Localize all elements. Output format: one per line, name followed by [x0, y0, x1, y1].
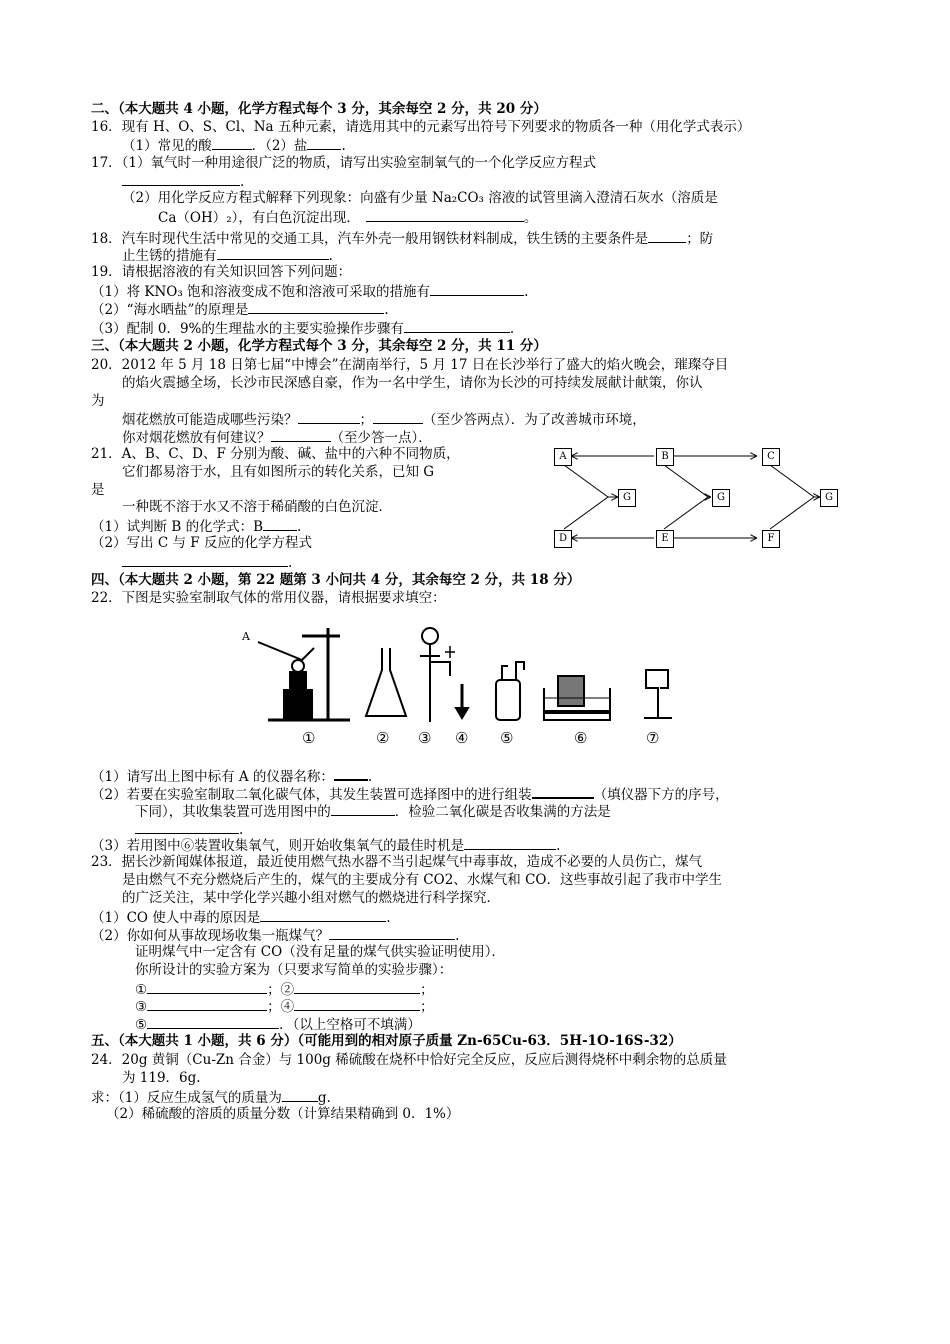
q18-cont: 止生锈的措施有 .: [122, 248, 333, 264]
q19-part3-blank[interactable]: [404, 319, 510, 333]
q21-b-blank[interactable]: [263, 517, 297, 531]
section4-heading: 四、（本大题共 2 小题，第 22 题第 3 小问共 4 分，其余每空 2 分，共 18 分）: [91, 572, 581, 588]
q19-part2: （2）“海水晒盐”的原理是 .: [91, 302, 389, 318]
apparatus-label-5: ⑤: [500, 729, 514, 747]
q20-line5: 你对烟花燃放有何建议？ （至少答一点）．: [122, 430, 432, 446]
q20-line2: 的焰火震撼全场，长沙市民深感自豪，作为一名中学生，请你为长沙的可持续发展献计献策，你认: [122, 375, 703, 391]
q19-stem: 19．请根据溶液的有关知识回答下列问题：: [91, 264, 352, 280]
apparatus-label-3: ③: [418, 729, 432, 747]
q22-co2-apparatus-blank[interactable]: [532, 784, 594, 799]
q19-part2-blank[interactable]: [248, 300, 384, 314]
q23-line2: 是由燃气不充分燃烧后产生的，煤气的主要成分有 CO2、水煤气和 CO．这些事故引起了我市中学生: [122, 872, 722, 888]
node-g-3: G: [820, 489, 838, 507]
q17-part2-cont: Ca（OH）₂），有白色沉淀出现． 。: [158, 210, 538, 226]
q20-line3: 为: [91, 393, 105, 409]
q20-pollution-blank-2[interactable]: [373, 410, 423, 424]
conversion-diagram: [550, 444, 850, 550]
q23-part2: （2）你如何从事故现场收集一瓶煤气？ .: [91, 928, 460, 944]
q17-part2-blank[interactable]: [366, 208, 524, 222]
q20-line4: 烟花燃放可能造成哪些污染？ ； （至少答两点）．为了改善城市环境，: [122, 412, 646, 428]
q21-line2: 它们都易溶于水，且有如图所示的转化关系，已知 G: [122, 464, 435, 480]
node-f: F: [762, 530, 780, 548]
q23-collect-blank[interactable]: [329, 926, 455, 940]
q23-line1: 23．据长沙新闻媒体报道，最近使用燃气热水器不当引起煤气中毒事故，造成不必要的人员伤亡，煤气: [91, 854, 703, 870]
q21-part2-line: .: [122, 553, 292, 572]
q16-acid-label: （1）常见的酸: [122, 138, 212, 154]
q24-line1: 24．20g 黄铜（Cu-Zn 合金）与 100g 稀硫酸在烧杯中恰好完全反应，反应后测得烧杯中剩余物的总质量: [91, 1052, 727, 1068]
q23-prove: 证明煤气中一定含有 CO（没有足量的煤气供实验证明使用）．: [135, 944, 505, 960]
q20-pollution-blank-1[interactable]: [298, 410, 360, 424]
q16-answers: （1）常见的酸 ．（2）盐 .: [122, 138, 346, 154]
q19-part1-blank[interactable]: [430, 282, 524, 296]
q23-step2-blank[interactable]: [294, 980, 420, 994]
q23-steps-3-4: ③ ；④ ；: [135, 999, 434, 1015]
q23-design: 你所设计的实验方案为（只要求写简单的实验步骤）：: [135, 962, 453, 978]
q18-stem: 18．汽车时现代生活中常见的交通工具，汽车外壳一般用钢铁材料制成，铁生锈的主要条件是 ；防: [91, 231, 714, 247]
node-e: E: [656, 530, 674, 548]
node-g-2: G: [712, 489, 730, 507]
q18-prevent-blank[interactable]: [217, 246, 329, 260]
apparatus-figure: [240, 622, 690, 752]
q23-step4-blank[interactable]: [294, 997, 420, 1011]
q23-step3-blank[interactable]: [147, 997, 267, 1011]
q23-step-5: ⑤ ．（以上空格可不填满）: [135, 1017, 421, 1033]
q20-line1: 20．2012 年 5 月 18 日第七届“中博会”在湖南举行，5 月 17 日在长沙举行了盛大的焰火晚会，璀璨夺目: [91, 357, 729, 373]
q21-line1: 21．A、B、C、D、F 分别为酸、碱、盐中的六种不同物质，: [91, 446, 460, 462]
q17-part2: （2）用化学反应方程式解释下列现象：向盛有少量 Na₂CO₃ 溶液的试管里滴入澄清石灰水（溶质是: [122, 190, 718, 206]
q17-stem: 17．（1）氧气时一种用途很广泛的物质，请写出实验室制氧气的一个化学反应方程式: [91, 155, 597, 171]
q24-hydrogen-blank[interactable]: [282, 1088, 318, 1102]
node-g-1: G: [618, 489, 636, 507]
q21-part2: （2）写出 C 与 F 反应的化学方程式: [91, 535, 312, 551]
q23-part1: （1）CO 使人中毒的原因是 .: [91, 910, 391, 926]
q21-part1: （1）试判断 B 的化学式：B .: [91, 519, 302, 535]
q22-part2: （2）若要在实验室制取二氧化碳气体，其发生装置可选择图中的进行组装 （填仪器下方的序号，: [91, 784, 729, 804]
q24-line2: 为 119．6g.: [122, 1070, 201, 1086]
q16-salt-blank[interactable]: [307, 136, 341, 150]
q17-equation-blank[interactable]: [122, 172, 240, 186]
node-b: B: [656, 448, 674, 466]
q23-line3: 的广泛关注，某中学化学兴趣小组对燃气的燃烧进行科学探究．: [122, 890, 500, 906]
q23-co-blank[interactable]: [260, 908, 386, 922]
apparatus-label-4: ④: [455, 729, 469, 747]
q24-part2: （2）稀硫酸的溶质的质量分数（计算结果精确到 0．1%）: [106, 1106, 460, 1122]
apparatus-a-label: A: [242, 630, 250, 643]
q16-stem: 16．现有 H、O、S、Cl、Na 五种元素，请选用其中的元素写出符号下列要求的物质各一种（用化学式表示）: [91, 119, 751, 135]
apparatus-label-7: ⑦: [646, 729, 660, 747]
q22-oxygen-blank[interactable]: [464, 836, 556, 850]
apparatus-label-6: ⑥: [574, 729, 588, 747]
q22-part3: （3）若用图中⑥装置收集氧气，则开始收集氧气的最佳时机是 .: [91, 838, 561, 854]
node-d: D: [554, 530, 572, 548]
q22-stem: 22．下图是实验室制取气体的常用仪器，请根据要求填空：: [91, 590, 446, 606]
node-a: A: [554, 448, 572, 466]
q18-rust-blank[interactable]: [648, 229, 686, 243]
diagram-lines: [550, 444, 850, 550]
q23-step1-blank[interactable]: [147, 980, 267, 994]
q23-steps-1-2: ① ；② ；: [135, 982, 434, 998]
apparatus-label-2: ②: [376, 729, 390, 747]
q22-part2-line: .: [135, 820, 243, 839]
q19-part1: （1）将 KNO₃ 饱和溶液变成不饱和溶液可采取的措施有 .: [91, 284, 529, 300]
q22-a-blank[interactable]: [334, 766, 368, 781]
q16-salt-label: ．（2）盐: [251, 138, 308, 154]
q19-part3: （3）配制 0．9%的生理盐水的主要实验操作步骤有 .: [91, 321, 515, 337]
q21-equation-blank[interactable]: [122, 553, 288, 567]
q20-advice-blank[interactable]: [271, 428, 331, 442]
section3-heading: 三、（本大题共 2 小题，化学方程式每个 3 分，其余每空 2 分，共 11 分）: [91, 338, 547, 354]
q22-part2-cont: 下同），其收集装置可选用图中的 ．检验二氧化碳是否收集满的方法是: [135, 804, 611, 820]
q16-acid-blank[interactable]: [212, 136, 252, 150]
q24-part1: 求：（1）反应生成氢气的质量为 g.: [91, 1090, 331, 1106]
q22-check-blank[interactable]: [135, 820, 239, 834]
q22-part1: （1）请写出上图中标有 A 的仪器名称： .: [91, 766, 372, 786]
section2-heading: 二、（本大题共 4 小题，化学方程式每个 3 分，其余每空 2 分，共 20 分）: [91, 101, 547, 117]
q21-line4: 一种既不溶于水又不溶于稀硝酸的白色沉淀．: [122, 499, 392, 515]
q17-blank-line: .: [122, 172, 244, 191]
apparatus-label-1: ①: [302, 729, 316, 747]
node-c: C: [762, 448, 780, 466]
q23-step5-blank[interactable]: [147, 1015, 279, 1029]
apparatus-drawings: [240, 622, 690, 727]
section5-heading: 五、（本大题共 1 小题，共 6 分）（可能用到的相对原子质量 Zn-65Cu-63．5H-1O-16S-32）: [91, 1033, 682, 1049]
q21-line3: 是: [91, 482, 105, 498]
q22-collect-blank[interactable]: [331, 802, 395, 816]
